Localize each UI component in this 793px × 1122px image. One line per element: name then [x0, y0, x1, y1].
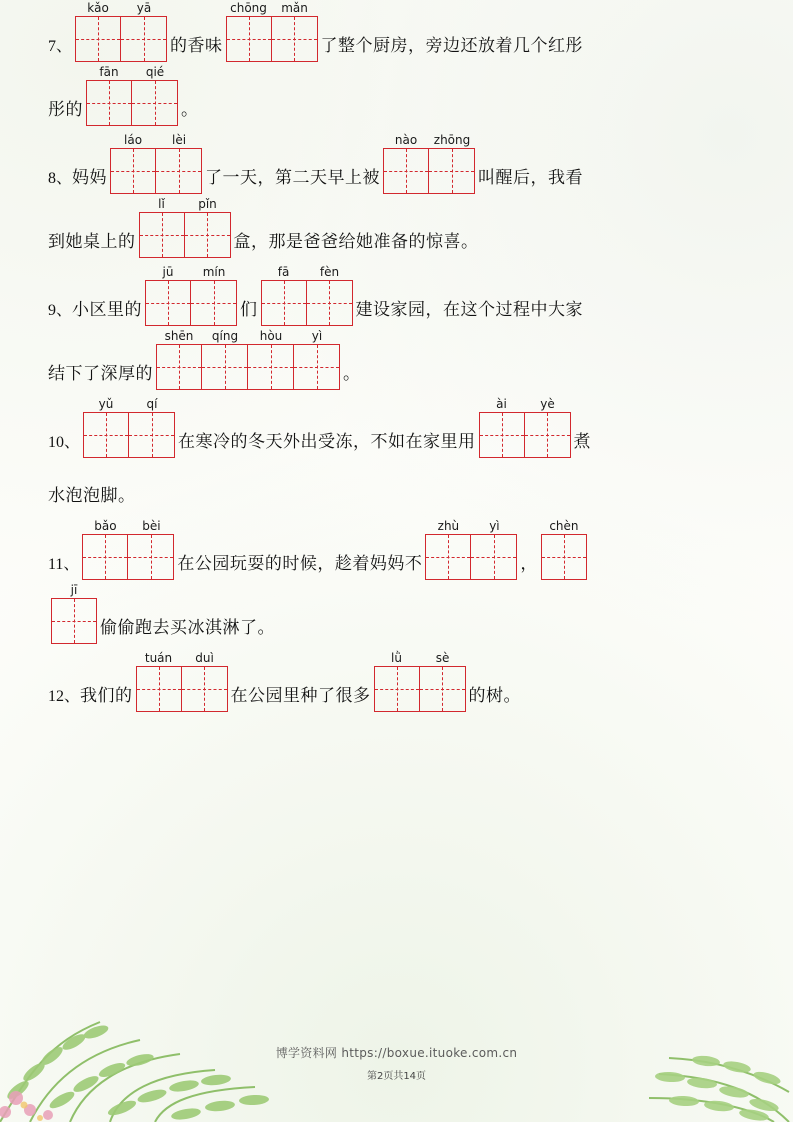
question-line: [48, 460, 745, 512]
answer-blank-group[interactable]: [541, 518, 587, 580]
sentence-text: 我们的: [80, 686, 133, 705]
character-cell[interactable]: [202, 344, 248, 390]
pinyin-label: lèi: [171, 133, 187, 147]
sentence-text: 了整个厨房，旁边还放着几个红彤: [320, 36, 584, 55]
pinyin-row: [156, 328, 340, 344]
pinyin-label: yè: [540, 397, 555, 411]
answer-blank-group[interactable]: [75, 0, 167, 62]
answer-blank-group[interactable]: [51, 582, 97, 644]
pinyin-label: ài: [496, 397, 507, 411]
sentence-text: 在公园玩耍的时候，趁着妈妈不: [177, 554, 423, 573]
question-block: [48, 396, 745, 512]
sentence-text: 彤的: [48, 100, 83, 119]
character-cell[interactable]: [383, 148, 429, 194]
answer-blank-group[interactable]: [425, 518, 517, 580]
sentence-text: 。: [181, 100, 199, 119]
answer-blank-group[interactable]: [110, 132, 202, 194]
answer-blank-group[interactable]: [82, 518, 174, 580]
question-line: [48, 196, 745, 258]
character-cell[interactable]: [139, 212, 185, 258]
sentence-text: 偷偷跑去买冰淇淋了。: [100, 618, 275, 637]
answer-blank-group[interactable]: [86, 64, 178, 126]
sentence-text: 妈妈: [72, 168, 108, 187]
question-line: [48, 328, 745, 390]
answer-blank-group[interactable]: [479, 396, 571, 458]
answer-blank-group[interactable]: [139, 196, 231, 258]
character-cell[interactable]: [471, 534, 517, 580]
pinyin-row: [261, 264, 353, 280]
character-grid[interactable]: [83, 412, 175, 458]
character-cell[interactable]: [525, 412, 571, 458]
pinyin-label: bèi: [142, 519, 161, 533]
pinyin-row: [82, 518, 174, 534]
sentence-text: 的树。: [468, 686, 522, 705]
character-cell[interactable]: [261, 280, 307, 326]
pinyin-label: lǐ: [158, 197, 165, 211]
question-number: 8、: [48, 170, 73, 187]
character-grid[interactable]: [145, 280, 237, 326]
pinyin-label: pǐn: [198, 197, 217, 211]
character-grid[interactable]: [82, 534, 174, 580]
answer-blank-group[interactable]: [145, 264, 237, 326]
pinyin-row: [86, 64, 178, 80]
pinyin-label: yì: [311, 329, 323, 343]
sentence-text: 的香味: [170, 36, 223, 55]
character-cell[interactable]: [145, 280, 191, 326]
answer-blank-group[interactable]: [226, 0, 318, 62]
question-line: [48, 0, 745, 62]
character-cell[interactable]: [128, 534, 174, 580]
character-cell[interactable]: [185, 212, 231, 258]
character-cell[interactable]: [272, 16, 318, 62]
sentence-text: 盒，那是爸爸给她准备的惊喜。: [233, 232, 479, 251]
page-number: 第2页共14页: [366, 1071, 427, 1082]
pinyin-label: qié: [145, 65, 165, 79]
character-cell[interactable]: [75, 16, 121, 62]
pinyin-label: fān: [99, 65, 119, 79]
pinyin-row: [479, 396, 571, 412]
sentence-text: 了一天，第二天早上被: [205, 168, 381, 187]
pinyin-row: [374, 650, 466, 666]
question-line: [48, 264, 745, 326]
pinyin-row: [136, 650, 228, 666]
question-block: [48, 264, 745, 390]
character-cell[interactable]: [82, 534, 128, 580]
pinyin-label: duì: [195, 651, 214, 665]
question-block: [48, 0, 745, 126]
pinyin-label: tuán: [144, 651, 173, 665]
question-line: [48, 64, 745, 126]
pinyin-row: [425, 518, 517, 534]
character-cell[interactable]: [182, 666, 228, 712]
sentence-text: 煮: [573, 432, 592, 451]
character-cell[interactable]: [226, 16, 272, 62]
sentence-text: 叫醒后，我看: [478, 168, 584, 187]
character-cell[interactable]: [136, 666, 182, 712]
character-cell[interactable]: [121, 16, 167, 62]
pinyin-label: nào: [394, 133, 418, 147]
pinyin-label: hòu: [259, 329, 283, 343]
question-number: 10、: [48, 434, 81, 451]
sentence-text: 建设家园，在这个过程中大家: [355, 300, 584, 319]
sentence-text: 在公园里种了很多: [230, 686, 371, 705]
sentence-text: 结下了深厚的: [48, 364, 153, 383]
pinyin-label: qí: [146, 397, 158, 411]
answer-blank-group[interactable]: [374, 650, 466, 712]
sentence-text: ，: [520, 554, 538, 573]
question-number: 9、: [48, 302, 73, 319]
character-cell[interactable]: [191, 280, 237, 326]
answer-blank-group[interactable]: [136, 650, 228, 712]
question-line: [48, 132, 745, 194]
character-grid[interactable]: [156, 344, 340, 390]
pinyin-label: yā: [136, 1, 152, 15]
character-cell[interactable]: [479, 412, 525, 458]
pinyin-row: [83, 396, 175, 412]
pinyin-label: chèn: [549, 519, 579, 533]
character-grid[interactable]: [136, 666, 228, 712]
character-grid[interactable]: [86, 80, 178, 126]
sentence-text: 小区里的: [72, 300, 143, 319]
sentence-text: 在寒冷的冬天外出受冻，不如在家里用: [178, 432, 476, 451]
pinyin-row: [51, 582, 97, 598]
character-cell[interactable]: [307, 280, 353, 326]
sentence-text: 到她桌上的: [48, 232, 136, 251]
pinyin-label: fèn: [319, 265, 340, 279]
character-cell[interactable]: [83, 412, 129, 458]
question-number: 11、: [48, 556, 80, 573]
character-grid[interactable]: [425, 534, 517, 580]
pinyin-label: láo: [124, 133, 143, 147]
character-cell[interactable]: [541, 534, 587, 580]
character-cell[interactable]: [110, 148, 156, 194]
watermark-text: 博学资料网 https://boxue.ituoke.com.cn: [275, 1046, 518, 1060]
pinyin-label: jī: [70, 583, 78, 597]
answer-blank-group[interactable]: [83, 396, 175, 458]
pinyin-row: [145, 264, 237, 280]
character-grid[interactable]: [110, 148, 202, 194]
character-grid[interactable]: [479, 412, 571, 458]
pinyin-label: yǔ: [98, 397, 114, 411]
pinyin-label: bǎo: [94, 519, 117, 533]
question-list: [48, 0, 745, 712]
pinyin-row: [383, 132, 475, 148]
pinyin-row: [139, 196, 231, 212]
character-cell[interactable]: [420, 666, 466, 712]
character-grid[interactable]: [541, 534, 587, 580]
pinyin-label: zhù: [437, 519, 460, 533]
pinyin-row: [541, 518, 587, 534]
answer-blank-group[interactable]: [261, 264, 353, 326]
character-cell[interactable]: [425, 534, 471, 580]
question-number: 12、: [48, 688, 81, 705]
pinyin-label: chōng: [230, 1, 267, 15]
answer-blank-group[interactable]: [383, 132, 475, 194]
pinyin-label: sè: [435, 651, 450, 665]
pinyin-label: mín: [202, 265, 226, 279]
character-grid[interactable]: [374, 666, 466, 712]
character-cell[interactable]: [86, 80, 132, 126]
question-line: [48, 650, 745, 712]
character-cell[interactable]: [429, 148, 475, 194]
question-line: [48, 582, 745, 644]
question-block: [48, 650, 745, 712]
question-number: 7、: [48, 38, 73, 55]
pinyin-label: lǜ: [391, 651, 402, 665]
character-grid[interactable]: [383, 148, 475, 194]
question-line: [48, 518, 745, 580]
sentence-text: 。: [343, 364, 361, 383]
sentence-text: 们: [240, 300, 258, 319]
character-cell[interactable]: [156, 344, 202, 390]
pinyin-label: jū: [162, 265, 174, 279]
pinyin-label: fā: [277, 265, 290, 279]
pinyin-row: [226, 0, 318, 16]
character-cell[interactable]: [129, 412, 175, 458]
pinyin-label: qíng: [211, 329, 239, 343]
pinyin-label: zhōng: [433, 133, 471, 147]
pinyin-label: kǎo: [87, 1, 109, 15]
pinyin-row: [75, 0, 167, 16]
sentence-text: 水泡泡脚。: [48, 486, 136, 505]
character-cell[interactable]: [294, 344, 340, 390]
pinyin-label: mǎn: [281, 1, 308, 15]
character-grid[interactable]: [51, 598, 97, 644]
character-cell[interactable]: [132, 80, 178, 126]
pinyin-row: [110, 132, 202, 148]
pinyin-label: shēn: [164, 329, 194, 343]
character-cell[interactable]: [156, 148, 202, 194]
answer-blank-group[interactable]: [156, 328, 340, 390]
character-grid[interactable]: [226, 16, 318, 62]
character-cell[interactable]: [374, 666, 420, 712]
character-grid[interactable]: [75, 16, 167, 62]
character-grid[interactable]: [139, 212, 231, 258]
question-block: [48, 132, 745, 258]
character-grid[interactable]: [261, 280, 353, 326]
page-footer: [0, 1044, 793, 1082]
character-cell[interactable]: [248, 344, 294, 390]
question-block: [48, 518, 745, 644]
character-cell[interactable]: [51, 598, 97, 644]
question-line: [48, 396, 745, 458]
pinyin-label: yì: [489, 519, 500, 533]
